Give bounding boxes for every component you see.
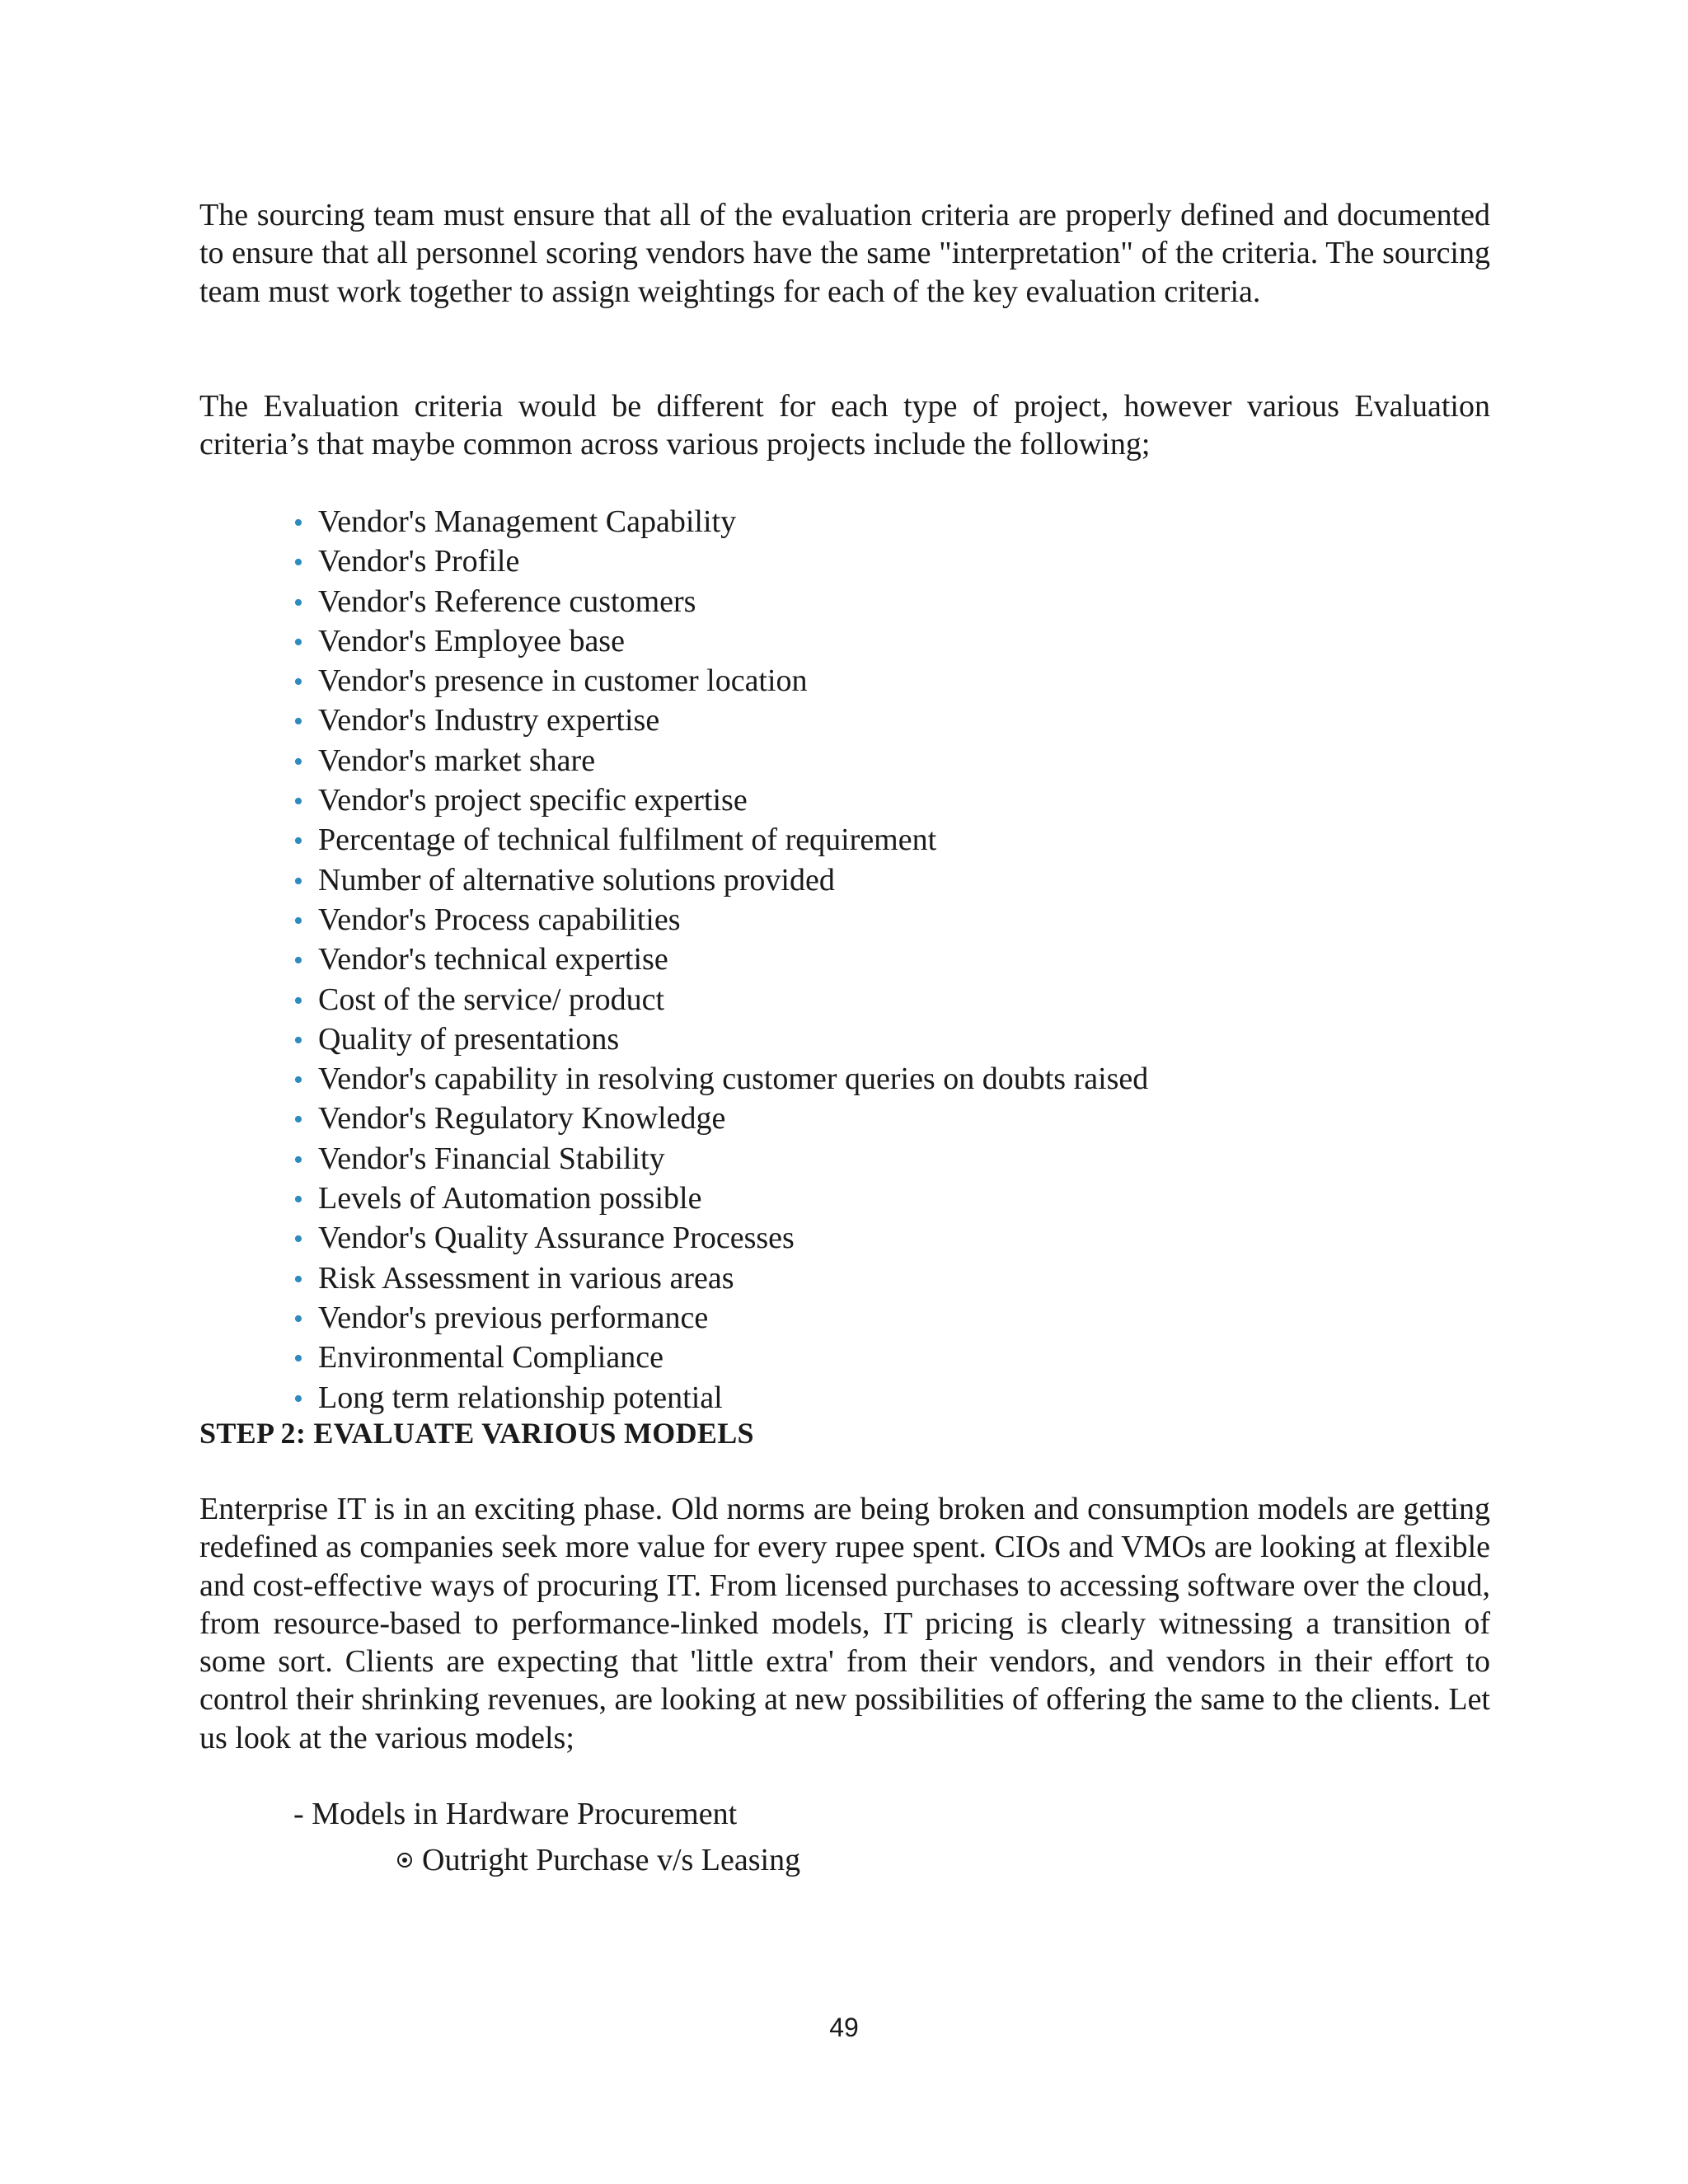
outright-purchase-vs-leasing-item [397, 1841, 800, 1879]
bullet-icon: • [293, 1383, 303, 1414]
criteria-list-item [293, 1060, 1148, 1099]
page-number: 49 [829, 2013, 859, 2042]
criteria-list-item [293, 901, 1148, 940]
criteria-list-item [293, 1179, 1148, 1219]
criteria-label: Levels of Automation possible [318, 1181, 702, 1216]
criteria-list-item [293, 861, 1148, 901]
criteria-label: Vendor's Quality Assurance Processes [318, 1221, 795, 1256]
bullet-icon: • [293, 985, 303, 1016]
outright-purchase-vs-leasing-label: Outright Purchase v/s Leasing [422, 1843, 801, 1877]
paragraph-evaluation-criteria-definition: The sourcing team must ensure that all of the evaluation criteria are properly defined and documented to ensure that all personnel scoring vendors have the same "interpretation" of the criteria. The sourcing team must work together to assign weightings for each of the key evaluation criteria. [199, 198, 1490, 309]
criteria-label: Vendor's Employee base [318, 623, 625, 658]
criteria-label: Vendor's presence in customer location [318, 663, 808, 699]
criteria-list-item [293, 940, 1148, 980]
bullet-icon: • [293, 1104, 303, 1136]
criteria-label: Vendor's Profile [318, 544, 520, 579]
criteria-label: Percentage of technical fulfilment of requirement [318, 823, 937, 858]
criteria-label: Vendor's Regulatory Knowledge [318, 1101, 726, 1137]
criteria-list-item [293, 781, 1148, 821]
criteria-label: Vendor's capability in resolving customer queries on doubts raised [318, 1062, 1149, 1097]
criteria-label: Vendor's Management Capability [318, 504, 737, 539]
bullet-icon: • [293, 626, 303, 658]
criteria-list-item [293, 981, 1148, 1020]
criteria-label: Long term relationship potential [318, 1380, 723, 1415]
criteria-list-item [293, 542, 1148, 582]
criteria-list-item [293, 662, 1148, 701]
circled-dot-icon [397, 1853, 412, 1868]
criteria-list-item [293, 701, 1148, 741]
bullet-icon: • [293, 1144, 303, 1175]
criteria-label: Vendor's Process capabilities [318, 902, 681, 937]
bullet-icon: • [293, 945, 303, 977]
bullet-icon: • [293, 786, 303, 818]
criteria-list-item [293, 1259, 1148, 1299]
criteria-list-item [293, 1020, 1148, 1060]
criteria-label: Environmental Compliance [318, 1340, 663, 1376]
criteria-list-item [293, 583, 1148, 622]
bullet-icon: • [293, 826, 303, 857]
criteria-label: Vendor's previous performance [318, 1300, 709, 1335]
bullet-icon: • [293, 865, 303, 897]
paragraph-evaluation-criteria-intro: The Evaluation criteria would be different for each type of project, however various Evaluation criteria’s that maybe common across various projects include the following; [199, 389, 1490, 462]
bullet-icon: • [293, 587, 303, 618]
bullet-icon: • [293, 1303, 303, 1334]
step-2-heading: STEP 2: EVALUATE VARIOUS MODELS [199, 1417, 754, 1450]
criteria-list-item [293, 821, 1148, 860]
bullet-icon: • [293, 1343, 303, 1375]
criteria-label: Vendor's Reference customers [318, 583, 696, 619]
criteria-label: Vendor's technical expertise [318, 942, 668, 977]
criteria-label: Risk Assessment in various areas [318, 1260, 734, 1296]
criteria-list-item [293, 1140, 1148, 1179]
criteria-list-item [293, 742, 1148, 781]
criteria-label: Vendor's market share [318, 743, 596, 778]
criteria-list-item [293, 622, 1148, 662]
bullet-icon: • [293, 1224, 303, 1255]
criteria-label: Vendor's Financial Stability [318, 1141, 665, 1176]
models-hardware-procurement-item: - Models in Hardware Procurement [293, 1797, 738, 1831]
bullet-icon: • [293, 746, 303, 777]
criteria-list-item [293, 1379, 1148, 1418]
criteria-label: Vendor's project specific expertise [318, 783, 748, 818]
bullet-icon: • [293, 667, 303, 698]
criteria-label: Quality of presentations [318, 1021, 620, 1057]
criteria-list-item [293, 1299, 1148, 1338]
evaluation-criteria-list [293, 503, 1148, 1418]
criteria-list-item [293, 1219, 1148, 1258]
bullet-icon: • [293, 1263, 303, 1295]
bullet-icon: • [293, 1065, 303, 1096]
criteria-list-item [293, 1338, 1148, 1378]
paragraph-enterprise-it-models: Enterprise IT is in an exciting phase. Old norms are being broken and consumption models are getting redefined as companies seek more value for every rupee spent. CIOs and VMOs are looking at flexible and cost-effective ways of procuring IT. From licensed purchases to accessing software over the cloud, from resource-based to performance-linked models, IT pricing is clearly witnessing a transition of some sort. Clients are expecting that 'little extra' from their vendors, and vendors in their effort to control their shrinking revenues, are looking at new possibilities of offering the same to the clients. Let us look at the various models; [199, 1492, 1490, 1755]
bullet-icon: • [293, 508, 303, 538]
bullet-icon: • [293, 1024, 303, 1056]
criteria-list-item [293, 503, 1148, 542]
criteria-label: Vendor's Industry expertise [318, 703, 660, 738]
bullet-icon: • [293, 547, 303, 579]
criteria-label: Number of alternative solutions provided [318, 862, 835, 898]
bullet-icon: • [293, 706, 303, 738]
bullet-icon: • [293, 905, 303, 936]
criteria-list-item [293, 1099, 1148, 1139]
criteria-label: Cost of the service/ product [318, 982, 665, 1017]
bullet-icon: • [293, 1184, 303, 1216]
